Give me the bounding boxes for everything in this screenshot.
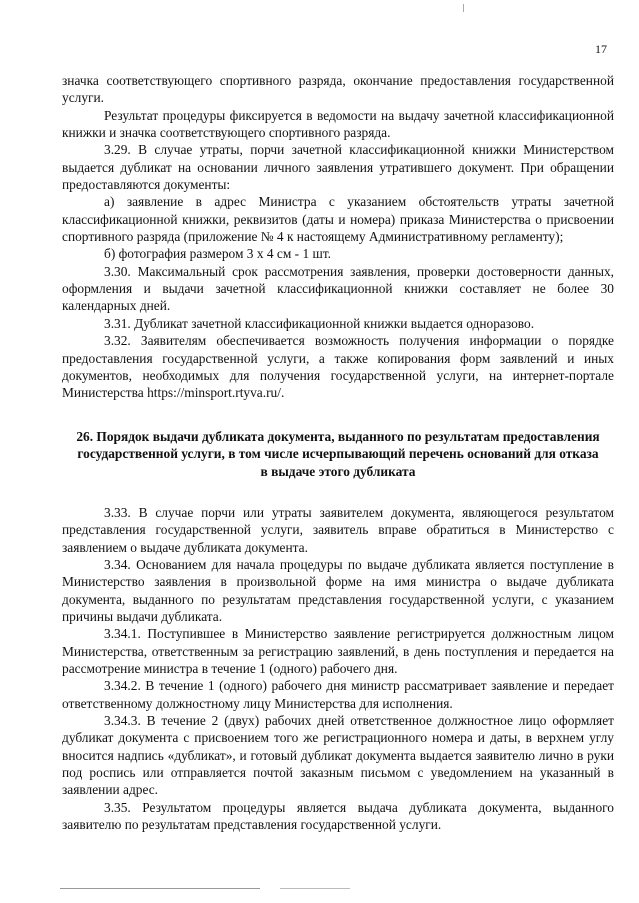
paragraph: 3.31. Дубликат зачетной классификационной книжки выдается одноразово. (104, 315, 535, 331)
scan-mark (463, 4, 464, 12)
page-number: 17 (595, 42, 607, 56)
paragraph: значка соответствующего спортивного разряда, окончание предоставления государственной услуги. (62, 73, 614, 106)
section-heading: 26. Порядок выдачи дубликата документа, выданного по результатам предоставления государственной услуги, в том числе исчерпывающий перечень оснований для отказа в выдаче этого дубликата (76, 428, 600, 480)
paragraph: Результат процедуры фиксируется в ведомости на выдачу зачетной классификационной книжки и значка соответствующего спортивного разряда. (62, 107, 614, 141)
paragraph: 3.35. Результатом процедуры является выдача дубликата документа, выданного заявителю по результатам представления государственной услуги. (62, 799, 614, 833)
paragraph: 3.34. Основанием для начала процедуры по выдаче дубликата является поступление в Министерство заявления в произвольной форме на имя министра о выдаче дубликата документа, выданного по результатам представления государственной услуги, с указанием причины выдачи дубликата. (62, 556, 614, 624)
paragraph: 3.33. В случае порчи или утраты заявителем документа, являющегося результатом представления государственной услуги, заявитель вправе обратиться в Министерство с заявлением о выдаче дубликата документа. (62, 504, 614, 555)
paragraph: 3.34.2. В течение 1 (одного) рабочего дня министр рассматривает заявление и передает ответственному должностному лицу Министерства для исполнения. (62, 678, 614, 711)
paragraph: 3.34.3. В течение 2 (двух) рабочих дней ответственное должностное лицо оформляет дубликат документа с присвоением того же регистрационного номера и даты, в верхнем углу вносится надпись «дубликат», и готовый дубликат документа выдается заявителю лично в руки под роспись или отправляется почтой заказным письмом с уведомлением на указанный в заявлении адрес. (62, 713, 614, 798)
paragraph: б) фотография размером 3 х 4 см - 1 шт. (104, 246, 332, 262)
document-body (62, 72, 614, 833)
footer-divider (60, 888, 260, 889)
paragraph: 3.32. Заявителям обеспечивается возможность получения информации о порядке предоставления государственной услуги, а также копирования форм заявлений и иных документов, необходимых для получения государственной услуги, на интернет-портале Министерства https://minsport.rtyva.ru/. (62, 333, 614, 401)
paragraph: 3.30. Максимальный срок рассмотрения заявления, проверки достоверности данных, оформления и выдачи зачетной классификационной книжки составляет не более 30 календарных дней. (62, 263, 614, 314)
paragraph: 3.34.1. Поступившее в Министерство заявление регистрируется должностным лицом Министерства, ответственным за регистрацию заявлений, в день поступления и передается на рассмотрение министра в течение 1 (одного) рабочего дня. (62, 626, 614, 677)
paragraph: а) заявление в адрес Министра с указанием обстоятельств утраты зачетной классификационной книжки, реквизитов (даты и номера) приказа Министерства о присвоении спортивного разряда (приложение № 4 к настоящему Административному регламенту); (62, 194, 614, 245)
paragraph: 3.29. В случае утраты, порчи зачетной классификационной книжки Министерством выдается дубликат на основании личного заявления утратившего документ. При обращении предоставляются документы: (62, 142, 614, 193)
footer-divider (280, 888, 350, 889)
